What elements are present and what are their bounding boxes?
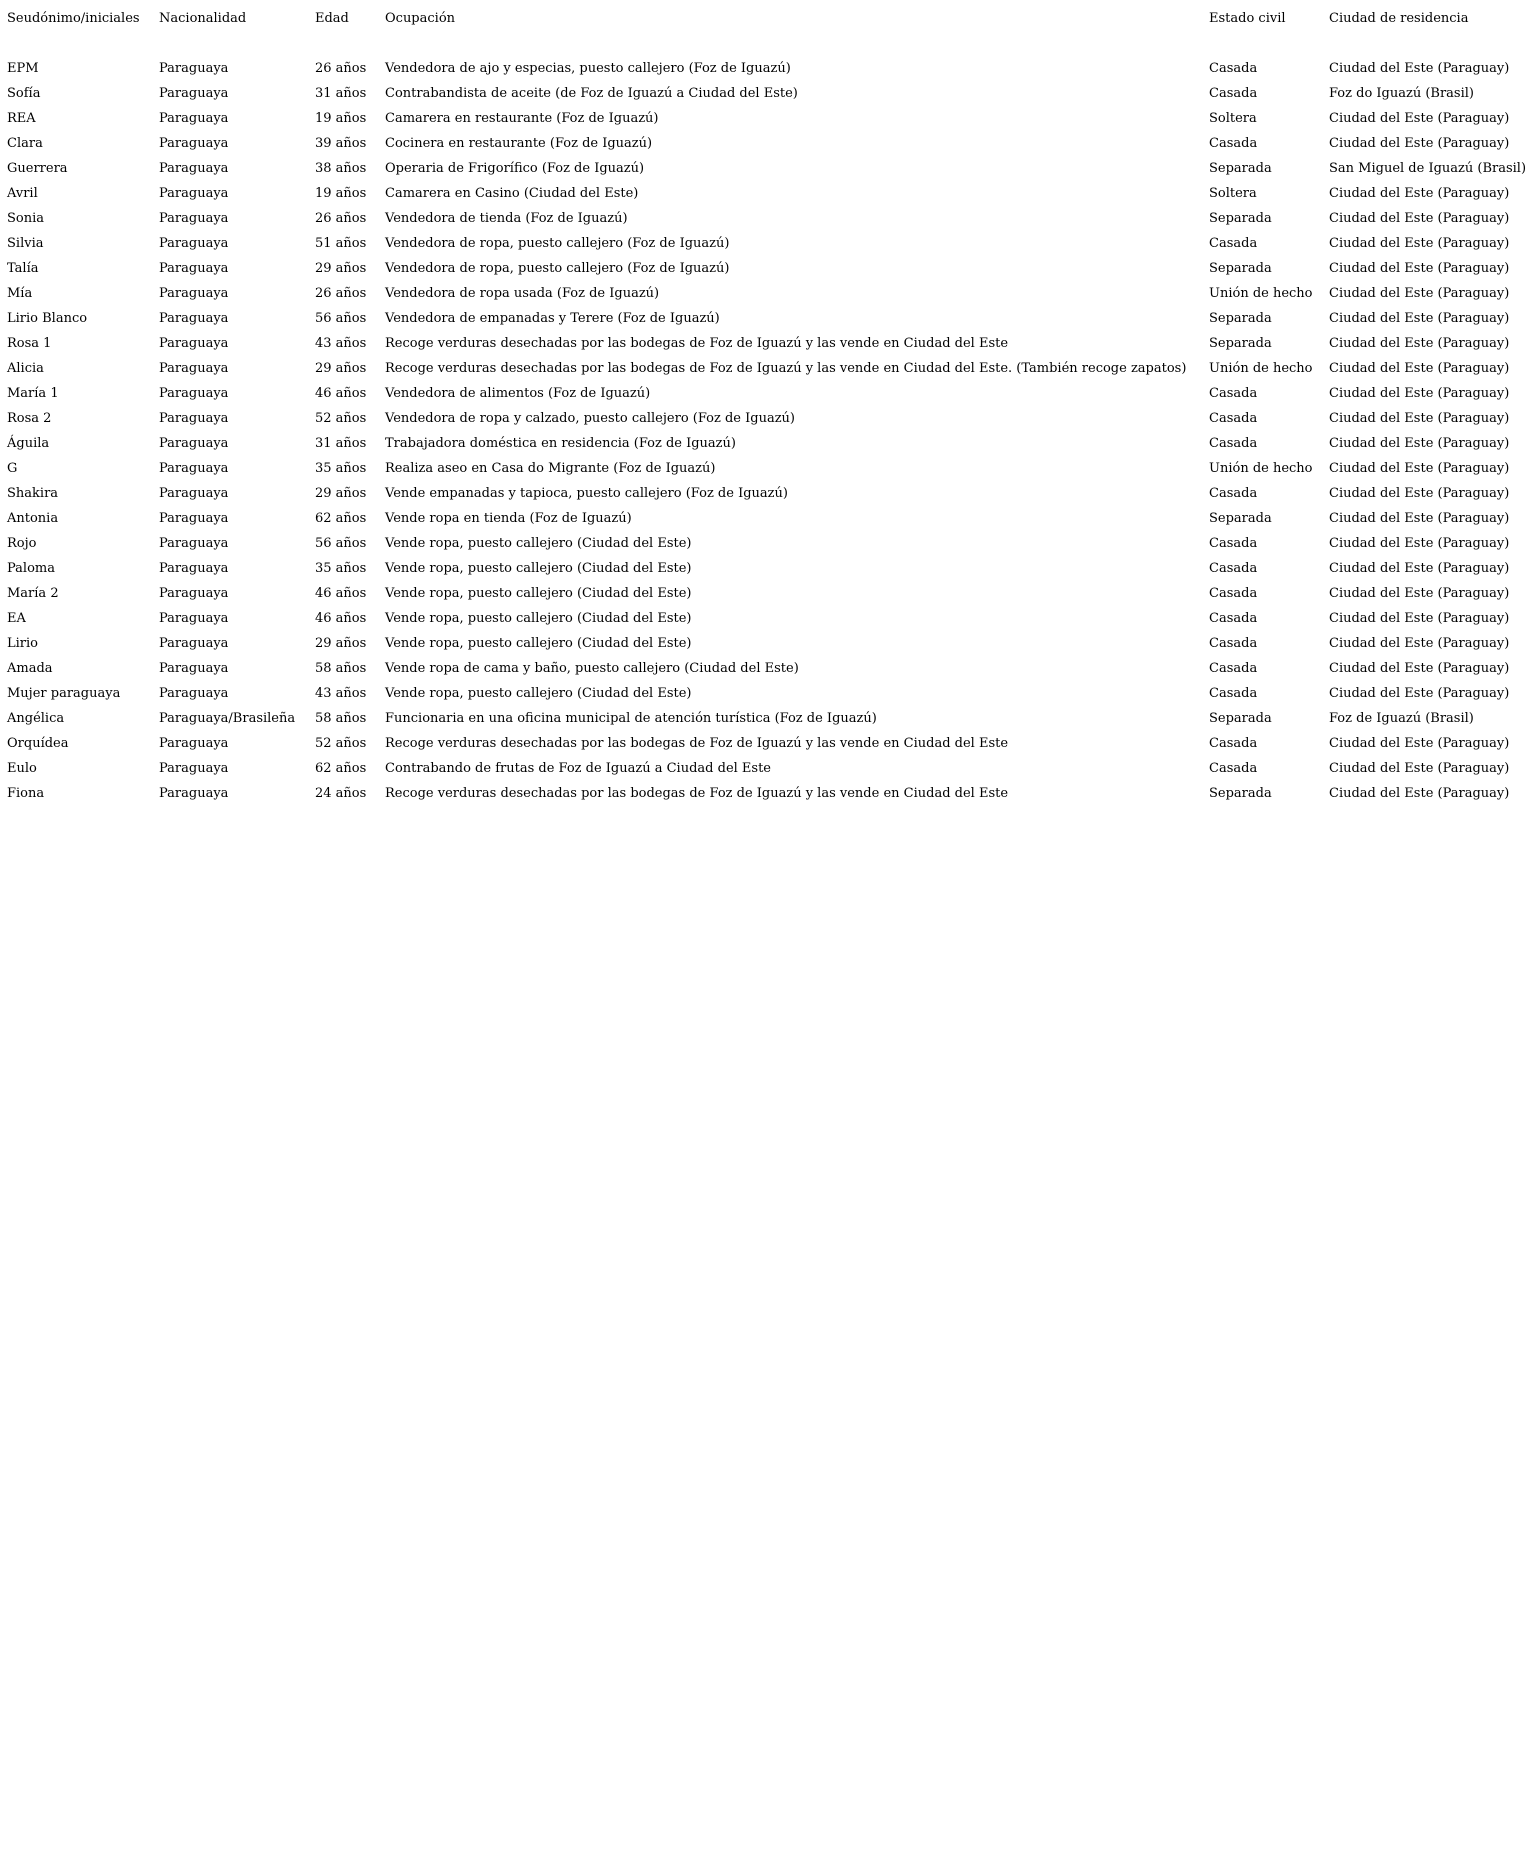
cell-nationality: Paraguaya <box>159 61 229 76</box>
cell-nationality: Paraguaya <box>159 261 229 276</box>
cell-nationality: Paraguaya <box>159 636 229 651</box>
cell-marital-status: Casada <box>1209 761 1258 776</box>
cell-city: Ciudad del Este (Paraguay) <box>1329 486 1510 501</box>
cell-occupation: Recoge verduras desechadas por las bodegas de Foz de Iguazú y las vende en Ciudad del Este <box>385 336 1009 351</box>
cell-pseudonym: Orquídea <box>7 736 69 751</box>
cell-nationality: Paraguaya <box>159 511 229 526</box>
cell-pseudonym: Silvia <box>7 236 44 251</box>
cell-occupation: Cocinera en restaurante (Foz de Iguazú) <box>385 136 653 151</box>
table-row <box>7 131 1529 156</box>
cell-age: 52 años <box>315 736 367 751</box>
cell-city: Ciudad del Este (Paraguay) <box>1329 736 1510 751</box>
cell-nationality: Paraguaya <box>159 86 229 101</box>
cell-nationality: Paraguaya <box>159 236 229 251</box>
cell-city: San Miguel de Iguazú (Brasil) <box>1329 161 1527 176</box>
table-row <box>7 256 1529 281</box>
cell-marital-status: Soltera <box>1209 186 1257 201</box>
cell-nationality: Paraguaya <box>159 361 229 376</box>
table-row <box>7 231 1529 256</box>
cell-marital-status: Casada <box>1209 736 1258 751</box>
cell-city: Ciudad del Este (Paraguay) <box>1329 461 1510 476</box>
cell-age: 62 años <box>315 511 367 526</box>
table-row <box>7 506 1529 531</box>
cell-age: 26 años <box>315 211 367 226</box>
cell-pseudonym: Mujer paraguaya <box>7 686 121 701</box>
cell-marital-status: Casada <box>1209 136 1258 151</box>
cell-city: Ciudad del Este (Paraguay) <box>1329 111 1510 126</box>
table-row <box>7 206 1529 231</box>
cell-nationality: Paraguaya <box>159 436 229 451</box>
cell-nationality: Paraguaya <box>159 311 229 326</box>
cell-occupation: Vendedora de empanadas y Terere (Foz de Iguazú) <box>385 311 720 326</box>
table-row <box>7 631 1529 656</box>
header-nationality: Nacionalidad <box>159 11 247 26</box>
cell-city: Foz de Iguazú (Brasil) <box>1329 711 1474 726</box>
cell-pseudonym: María 2 <box>7 586 59 601</box>
cell-pseudonym: Clara <box>7 136 43 151</box>
cell-marital-status: Separada <box>1209 511 1272 526</box>
cell-age: 29 años <box>315 361 367 376</box>
table-row <box>7 681 1529 706</box>
cell-city: Ciudad del Este (Paraguay) <box>1329 386 1510 401</box>
cell-city: Ciudad del Este (Paraguay) <box>1329 786 1510 801</box>
cell-nationality: Paraguaya <box>159 161 229 176</box>
cell-city: Ciudad del Este (Paraguay) <box>1329 586 1510 601</box>
cell-occupation: Vendedora de ropa usada (Foz de Iguazú) <box>385 286 660 301</box>
cell-nationality: Paraguaya <box>159 386 229 401</box>
cell-marital-status: Casada <box>1209 86 1258 101</box>
cell-age: 46 años <box>315 586 367 601</box>
cell-city: Ciudad del Este (Paraguay) <box>1329 61 1510 76</box>
cell-age: 26 años <box>315 61 367 76</box>
table-row <box>7 81 1529 106</box>
cell-pseudonym: Rojo <box>7 536 37 551</box>
cell-city: Ciudad del Este (Paraguay) <box>1329 186 1510 201</box>
table-row <box>7 381 1529 406</box>
cell-pseudonym: EPM <box>7 61 39 76</box>
cell-marital-status: Casada <box>1209 436 1258 451</box>
cell-occupation: Vende ropa, puesto callejero (Ciudad del Este) <box>385 561 692 576</box>
cell-marital-status: Soltera <box>1209 111 1257 126</box>
cell-age: 43 años <box>315 336 367 351</box>
cell-marital-status: Casada <box>1209 636 1258 651</box>
cell-pseudonym: Eulo <box>7 761 37 776</box>
table-row <box>7 606 1529 631</box>
cell-age: 19 años <box>315 186 367 201</box>
table-row <box>7 431 1529 456</box>
cell-age: 46 años <box>315 386 367 401</box>
cell-marital-status: Unión de hecho <box>1209 286 1313 301</box>
cell-marital-status: Casada <box>1209 536 1258 551</box>
cell-age: 39 años <box>315 136 367 151</box>
cell-age: 56 años <box>315 311 367 326</box>
cell-occupation: Recoge verduras desechadas por las bodegas de Foz de Iguazú y las vende en Ciudad del Este <box>385 736 1009 751</box>
cell-city: Ciudad del Este (Paraguay) <box>1329 361 1510 376</box>
table-row <box>7 106 1529 131</box>
table-row <box>7 306 1529 331</box>
cell-city: Ciudad del Este (Paraguay) <box>1329 611 1510 626</box>
cell-pseudonym: EA <box>7 611 26 626</box>
cell-age: 29 años <box>315 261 367 276</box>
cell-pseudonym: Lirio <box>7 636 38 651</box>
cell-city: Ciudad del Este (Paraguay) <box>1329 536 1510 551</box>
cell-occupation: Vendedora de tienda (Foz de Iguazú) <box>385 211 628 226</box>
table-header-row <box>7 6 1529 31</box>
cell-marital-status: Casada <box>1209 561 1258 576</box>
cell-marital-status: Casada <box>1209 686 1258 701</box>
cell-age: 31 años <box>315 86 367 101</box>
cell-occupation: Camarera en restaurante (Foz de Iguazú) <box>385 111 659 126</box>
cell-pseudonym: Paloma <box>7 561 55 576</box>
cell-marital-status: Separada <box>1209 161 1272 176</box>
cell-age: 19 años <box>315 111 367 126</box>
cell-marital-status: Unión de hecho <box>1209 361 1313 376</box>
cell-marital-status: Separada <box>1209 786 1272 801</box>
cell-age: 43 años <box>315 686 367 701</box>
cell-marital-status: Casada <box>1209 236 1258 251</box>
cell-marital-status: Casada <box>1209 611 1258 626</box>
cell-pseudonym: María 1 <box>7 386 59 401</box>
cell-city: Ciudad del Este (Paraguay) <box>1329 511 1510 526</box>
cell-age: 51 años <box>315 236 367 251</box>
table-row <box>7 731 1529 756</box>
header-pseudonym: Seudónimo/iniciales <box>7 11 140 26</box>
cell-occupation: Operaria de Frigorífico (Foz de Iguazú) <box>385 161 645 176</box>
cell-pseudonym: Shakira <box>7 486 59 501</box>
cell-nationality: Paraguaya <box>159 186 229 201</box>
cell-marital-status: Casada <box>1209 661 1258 676</box>
participants-table <box>7 6 1529 806</box>
cell-occupation: Vendedora de ropa, puesto callejero (Foz de Iguazú) <box>385 236 730 251</box>
header-city: Ciudad de residencia <box>1329 11 1469 26</box>
cell-marital-status: Separada <box>1209 311 1272 326</box>
cell-occupation: Trabajadora doméstica en residencia (Foz de Iguazú) <box>385 436 736 451</box>
cell-city: Ciudad del Este (Paraguay) <box>1329 311 1510 326</box>
cell-occupation: Vende ropa, puesto callejero (Ciudad del Este) <box>385 536 692 551</box>
cell-age: 26 años <box>315 286 367 301</box>
cell-age: 31 años <box>315 436 367 451</box>
cell-marital-status: Casada <box>1209 586 1258 601</box>
cell-marital-status: Separada <box>1209 261 1272 276</box>
cell-nationality: Paraguaya <box>159 736 229 751</box>
cell-age: 29 años <box>315 636 367 651</box>
cell-occupation: Funcionaria en una oficina municipal de atención turística (Foz de Iguazú) <box>385 711 877 726</box>
cell-nationality: Paraguaya <box>159 336 229 351</box>
cell-city: Ciudad del Este (Paraguay) <box>1329 236 1510 251</box>
cell-nationality: Paraguaya <box>159 586 229 601</box>
cell-occupation: Vendedora de ropa y calzado, puesto callejero (Foz de Iguazú) <box>385 411 795 426</box>
cell-occupation: Vende empanadas y tapioca, puesto callejero (Foz de Iguazú) <box>385 486 788 501</box>
cell-occupation: Vendedora de ajo y especias, puesto callejero (Foz de Iguazú) <box>385 61 791 76</box>
cell-pseudonym: Sofía <box>7 86 41 101</box>
cell-age: 24 años <box>315 786 367 801</box>
cell-nationality: Paraguaya <box>159 611 229 626</box>
cell-nationality: Paraguaya <box>159 486 229 501</box>
cell-age: 46 años <box>315 611 367 626</box>
cell-pseudonym: Talía <box>7 261 39 276</box>
cell-city: Ciudad del Este (Paraguay) <box>1329 261 1510 276</box>
cell-city: Ciudad del Este (Paraguay) <box>1329 686 1510 701</box>
cell-age: 35 años <box>315 561 367 576</box>
cell-age: 38 años <box>315 161 367 176</box>
table-row <box>7 456 1529 481</box>
table-row <box>7 781 1529 806</box>
cell-nationality: Paraguaya <box>159 536 229 551</box>
cell-nationality: Paraguaya <box>159 286 229 301</box>
cell-nationality: Paraguaya <box>159 661 229 676</box>
cell-nationality: Paraguaya <box>159 211 229 226</box>
table-row <box>7 181 1529 206</box>
cell-occupation: Camarera en Casino (Ciudad del Este) <box>385 186 639 201</box>
cell-marital-status: Casada <box>1209 61 1258 76</box>
cell-occupation: Vende ropa de cama y baño, puesto callejero (Ciudad del Este) <box>385 661 799 676</box>
cell-nationality: Paraguaya <box>159 761 229 776</box>
table-row <box>7 531 1529 556</box>
cell-occupation: Contrabandista de aceite (de Foz de Iguazú a Ciudad del Este) <box>385 86 798 101</box>
cell-marital-status: Separada <box>1209 336 1272 351</box>
cell-marital-status: Casada <box>1209 486 1258 501</box>
cell-nationality: Paraguaya <box>159 411 229 426</box>
cell-pseudonym: Amada <box>7 661 53 676</box>
cell-age: 58 años <box>315 661 367 676</box>
cell-marital-status: Separada <box>1209 211 1272 226</box>
cell-nationality: Paraguaya <box>159 111 229 126</box>
cell-city: Ciudad del Este (Paraguay) <box>1329 561 1510 576</box>
cell-age: 35 años <box>315 461 367 476</box>
cell-city: Ciudad del Este (Paraguay) <box>1329 136 1510 151</box>
header-age: Edad <box>315 11 349 26</box>
cell-occupation: Vende ropa, puesto callejero (Ciudad del Este) <box>385 636 692 651</box>
cell-nationality: Paraguaya <box>159 686 229 701</box>
cell-age: 29 años <box>315 486 367 501</box>
cell-pseudonym: Sonia <box>7 211 45 226</box>
cell-age: 58 años <box>315 711 367 726</box>
table-row <box>7 331 1529 356</box>
cell-occupation: Recoge verduras desechadas por las bodegas de Foz de Iguazú y las vende en Ciudad del Este <box>385 786 1009 801</box>
cell-occupation: Vendedora de ropa, puesto callejero (Foz de Iguazú) <box>385 261 730 276</box>
table-row <box>7 706 1529 731</box>
cell-city: Ciudad del Este (Paraguay) <box>1329 661 1510 676</box>
cell-city: Ciudad del Este (Paraguay) <box>1329 761 1510 776</box>
table-row <box>7 356 1529 381</box>
cell-occupation: Recoge verduras desechadas por las bodegas de Foz de Iguazú y las vende en Ciudad del Este. (También recoge zapatos) <box>385 361 1187 376</box>
header-marital-status: Estado civil <box>1209 11 1286 26</box>
cell-pseudonym: Mía <box>7 286 33 301</box>
cell-age: 62 años <box>315 761 367 776</box>
cell-marital-status: Casada <box>1209 386 1258 401</box>
cell-age: 56 años <box>315 536 367 551</box>
participants-table-container <box>7 6 1529 806</box>
cell-occupation: Realiza aseo en Casa do Migrante (Foz de Iguazú) <box>385 461 716 476</box>
table-spacer-row <box>7 31 1529 56</box>
table-row <box>7 156 1529 181</box>
cell-occupation: Vende ropa, puesto callejero (Ciudad del Este) <box>385 611 692 626</box>
cell-occupation: Vendedora de alimentos (Foz de Iguazú) <box>385 386 651 401</box>
cell-city: Ciudad del Este (Paraguay) <box>1329 211 1510 226</box>
cell-nationality: Paraguaya <box>159 136 229 151</box>
cell-city: Ciudad del Este (Paraguay) <box>1329 286 1510 301</box>
table-row <box>7 656 1529 681</box>
cell-occupation: Vende ropa en tienda (Foz de Iguazú) <box>385 511 632 526</box>
cell-pseudonym: Águila <box>7 436 50 451</box>
cell-pseudonym: Rosa 2 <box>7 411 52 426</box>
table-row <box>7 56 1529 81</box>
cell-nationality: Paraguaya <box>159 561 229 576</box>
cell-pseudonym: Guerrera <box>7 161 68 176</box>
cell-marital-status: Separada <box>1209 711 1272 726</box>
cell-city: Ciudad del Este (Paraguay) <box>1329 411 1510 426</box>
cell-pseudonym: Angélica <box>7 711 65 726</box>
cell-pseudonym: G <box>7 461 18 476</box>
cell-city: Ciudad del Este (Paraguay) <box>1329 436 1510 451</box>
cell-nationality: Paraguaya/Brasileña <box>159 711 296 726</box>
cell-pseudonym: Lirio Blanco <box>7 311 88 326</box>
cell-occupation: Vende ropa, puesto callejero (Ciudad del Este) <box>385 686 692 701</box>
cell-occupation: Contrabando de frutas de Foz de Iguazú a Ciudad del Este <box>385 761 772 776</box>
cell-marital-status: Unión de hecho <box>1209 461 1313 476</box>
cell-nationality: Paraguaya <box>159 461 229 476</box>
cell-marital-status: Casada <box>1209 411 1258 426</box>
table-row <box>7 481 1529 506</box>
cell-nationality: Paraguaya <box>159 786 229 801</box>
table-row <box>7 281 1529 306</box>
cell-pseudonym: Avril <box>7 186 38 201</box>
cell-pseudonym: Fiona <box>7 786 45 801</box>
cell-pseudonym: Antonia <box>7 511 59 526</box>
cell-pseudonym: Alicia <box>7 361 44 376</box>
table-row <box>7 406 1529 431</box>
header-occupation: Ocupación <box>385 11 456 26</box>
cell-pseudonym: Rosa 1 <box>7 336 52 351</box>
cell-occupation: Vende ropa, puesto callejero (Ciudad del Este) <box>385 586 692 601</box>
cell-age: 52 años <box>315 411 367 426</box>
cell-city: Ciudad del Este (Paraguay) <box>1329 636 1510 651</box>
table-row <box>7 756 1529 781</box>
cell-city: Foz do Iguazú (Brasil) <box>1329 86 1474 101</box>
table-row <box>7 581 1529 606</box>
cell-pseudonym: REA <box>7 111 36 126</box>
cell-city: Ciudad del Este (Paraguay) <box>1329 336 1510 351</box>
table-row <box>7 556 1529 581</box>
